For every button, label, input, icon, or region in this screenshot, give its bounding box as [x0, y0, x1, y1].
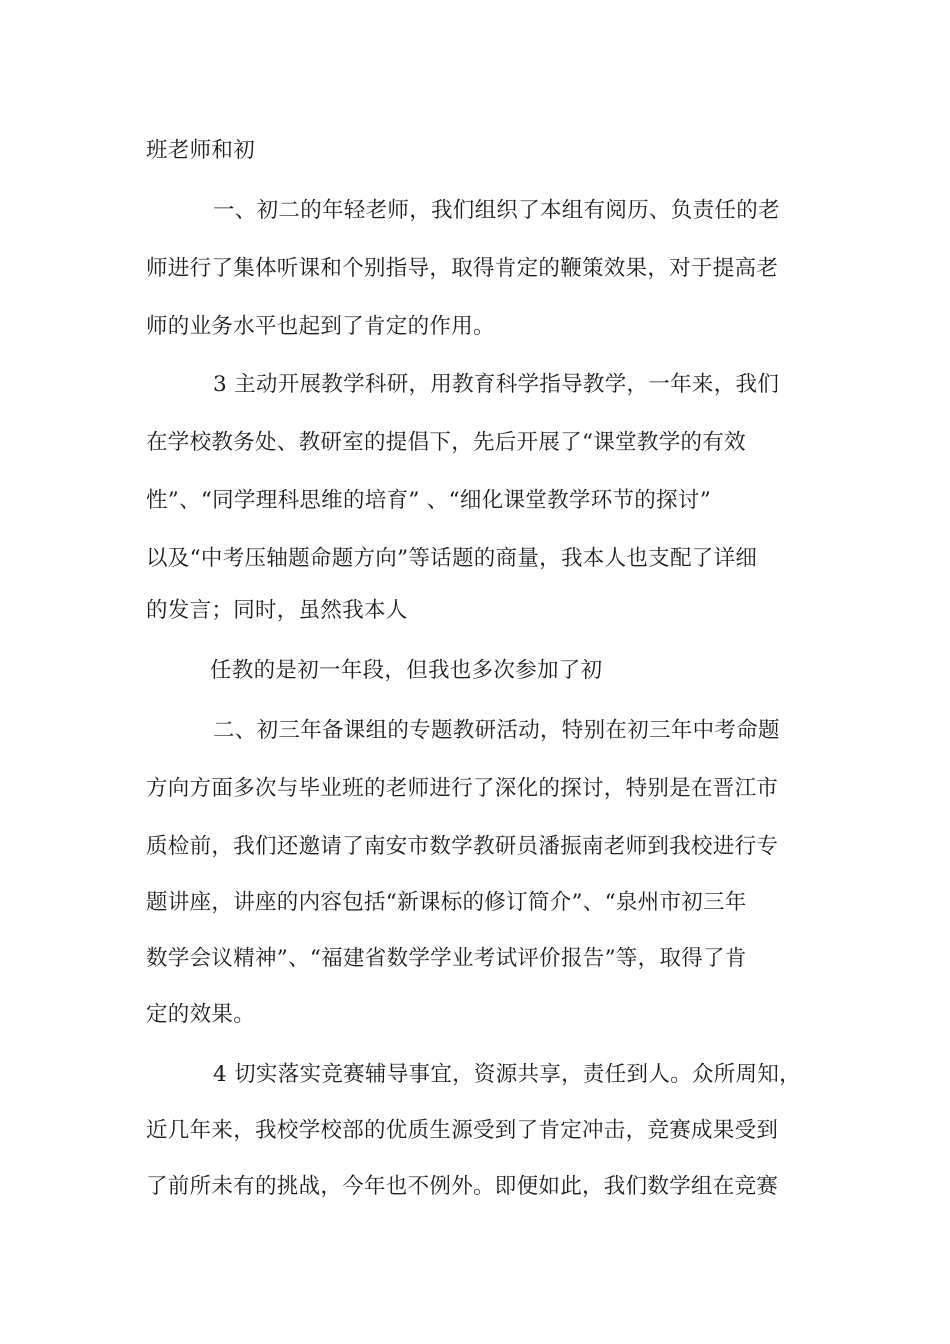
text-line: 的发言；同时，虽然我本人 [146, 598, 408, 623]
text-line: 定的效果。 [146, 1002, 256, 1027]
paragraph-first-line: 一、初二的年轻老师，我们组织了本组有阅历、负责任的老 [213, 198, 780, 223]
text-line: 在学校教务处、教研室的提倡下，先后开展了“课堂教学的有效 [146, 430, 746, 455]
text-line: 题讲座，讲座的内容包括“新课标的修订简介”、“泉州市初三年 [146, 890, 747, 915]
text-line: 师的业务水平也起到了肯定的作用。 [146, 314, 495, 339]
text-line: 性”、“同学理科思维的培育” 、“细化课堂教学环节的探讨” [146, 488, 711, 513]
text-line: 班老师和初 [146, 138, 256, 163]
text-line: 数学会议精神”、“福建省数学学业考试评价报告”等，取得了肯 [146, 946, 747, 971]
text-line: 质检前，我们还邀请了南安市数学教研员潘振南老师到我校进行专 [146, 834, 779, 859]
paragraph-first-line: 4 切实落实竞赛辅导事宜，资源共享，责任到人。众所周知， [213, 1062, 801, 1087]
text-line: 近几年来，我校学校部的优质生源受到了肯定冲击，竞赛成果受到 [146, 1118, 779, 1143]
text-line: 以及“中考压轴题命题方向”等话题的商量，我本人也支配了详细 [146, 546, 758, 571]
text-line: 师进行了集体听课和个别指导，取得肯定的鞭策效果，对于提高老 [146, 256, 779, 281]
paragraph-first-line: 二、初三年备课组的专题教研活动，特别在初三年中考命题 [213, 718, 780, 743]
text-line: 方向方面多次与毕业班的老师进行了深化的探讨，特别是在晋江市 [146, 776, 779, 801]
paragraph-first-line: 3 主动开展教学科研，用教育科学指导教学，一年来，我们 [213, 372, 780, 397]
text-line: 了前所未有的挑战，今年也不例外。即便如此，我们数学组在竞赛 [146, 1174, 779, 1199]
paragraph-first-line: 任教的是初一年段，但我也多次参加了初 [210, 658, 603, 683]
